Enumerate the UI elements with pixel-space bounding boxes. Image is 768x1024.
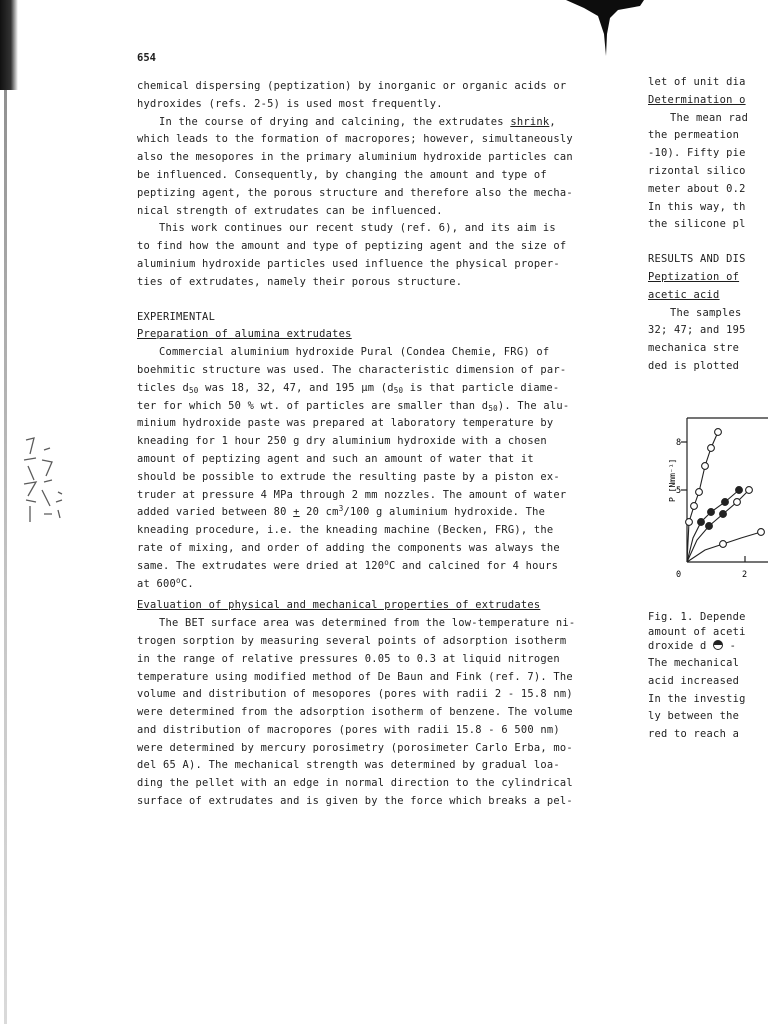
- paragraph-aim: This work continues our recent study (ref. 6), and its aim is to find how the amount and type of peptizing agent and the size of aluminium hydroxide particles used influence the physical proper- ties of extrudates, namely their porous structure.: [137, 222, 567, 288]
- paragraph-intro-continued: chemical dispersing (peptization) by inorganic or organic acids or hydroxides (refs. 2-5) is used most frequently.: [137, 80, 567, 110]
- peptization-subheading: Peptization of: [648, 270, 740, 283]
- section-heading-experimental: EXPERIMENTAL: [137, 310, 216, 323]
- caption-marker-icon: [713, 640, 723, 650]
- paragraph-drying: In the course of drying and calcining, the extrudates shrink, which leads to the formation of macropores; however, simultaneously also the mesopores in the primary aluminium hydroxide particles can be influenced. Consequently, by changing the amount and type of peptizing agent, the porous structure and therefore also the mecha- nical strength of extrudates can be influenced.: [137, 115, 573, 217]
- x-tick-2: 2: [742, 570, 748, 580]
- figure-caption: Fig. 1. Depende amount of aceti droxide d -: [648, 611, 746, 652]
- scan-edge-strip: [4, 0, 7, 1024]
- y-axis-label: P [Nmm⁻¹]: [668, 458, 677, 502]
- x-tick-0: 0: [676, 570, 682, 580]
- left-column: [137, 78, 587, 811]
- paragraph-evaluation: The BET surface area was determined from the low-temperature ni- trogen sorption by measuring several points of adsorption isotherm in the range of relative pressures 0.05 to 0.3 at liquid nitrogen temperature using modified method of De Baun and Fink (ref. 7). The volume and distribution of mesopores (pores with radii 2 - 15.8 nm) were determined from the adsorption isotherm of benzene. The volume and distribution of macropores (pores with radii 15.8 - 6 500 nm) were determined by mercury porosimetry (porosimeter Carlo Erba, mo- del 65 A). The mechanical strength was determined by gradual loa- ding the pellet with an edge in normal direction to the cylindrical surface of extrudates and is given by the force which breaks a pel-: [137, 617, 576, 808]
- subheading-evaluation: Evaluation of physical and mechanical properties of extrudates: [137, 599, 541, 612]
- scan-corner-shadow: [0, 0, 18, 90]
- subheading-preparation: Preparation of alumina extrudates: [137, 328, 352, 341]
- binding-stamp-mark: [20, 430, 64, 540]
- gutter-shadow: [566, 0, 644, 60]
- paragraph-preparation: Commercial aluminium hydroxide Pural (Condea Chemie, FRG) of boehmitic structure was used. The characteristic dimension of par- ticles $d_{50}$ was 18, 32, 47, and 195 μm ($d_{50}$ is that particle diame- ter for which 50 % wt. of particles are smaller than $d_{50}$). The alu- minium hydroxide paste was prepared at laboratory temperature by kneading for 1 hour 250 g dry aluminium hydroxide with a chosen amount of peptizing agent and such an amount of water that it should be possible to extrude the resulting paste by a piston ex- truder at pressure 4 MPa through 2 mm nozzles. The amount of water added varied between 80 + 20 $cm^3/100$ g aluminium hydroxide. The kneading procedure, i.e. the kneading machine (Becken, FRG), the rate of mixing, and order of adding the components was always the same. The extrudates were dried at 120$^o$C and calcined for 4 hours at 600$^o$C.: [137, 346, 570, 590]
- y-tick-8: 8: [676, 438, 682, 448]
- page-number: 654: [137, 52, 156, 64]
- figure-1-plot: [665, 410, 768, 585]
- right-column-top: let of unit dia Determination o The mean rad the permeation -10). Fifty pie rizontal silico meter about 0.2 In this way, th the silicone pl RESULTS AND DIS Peptization of acetic acid The samples 32; 47; and 195 mechanica stre ded is plotted: [648, 74, 768, 376]
- right-column-bottom: The mechanical acid increased In the investig ly between the red to reach a: [648, 657, 746, 741]
- results-heading: RESULTS AND DIS: [648, 253, 746, 266]
- y-tick-5: 5: [676, 486, 682, 496]
